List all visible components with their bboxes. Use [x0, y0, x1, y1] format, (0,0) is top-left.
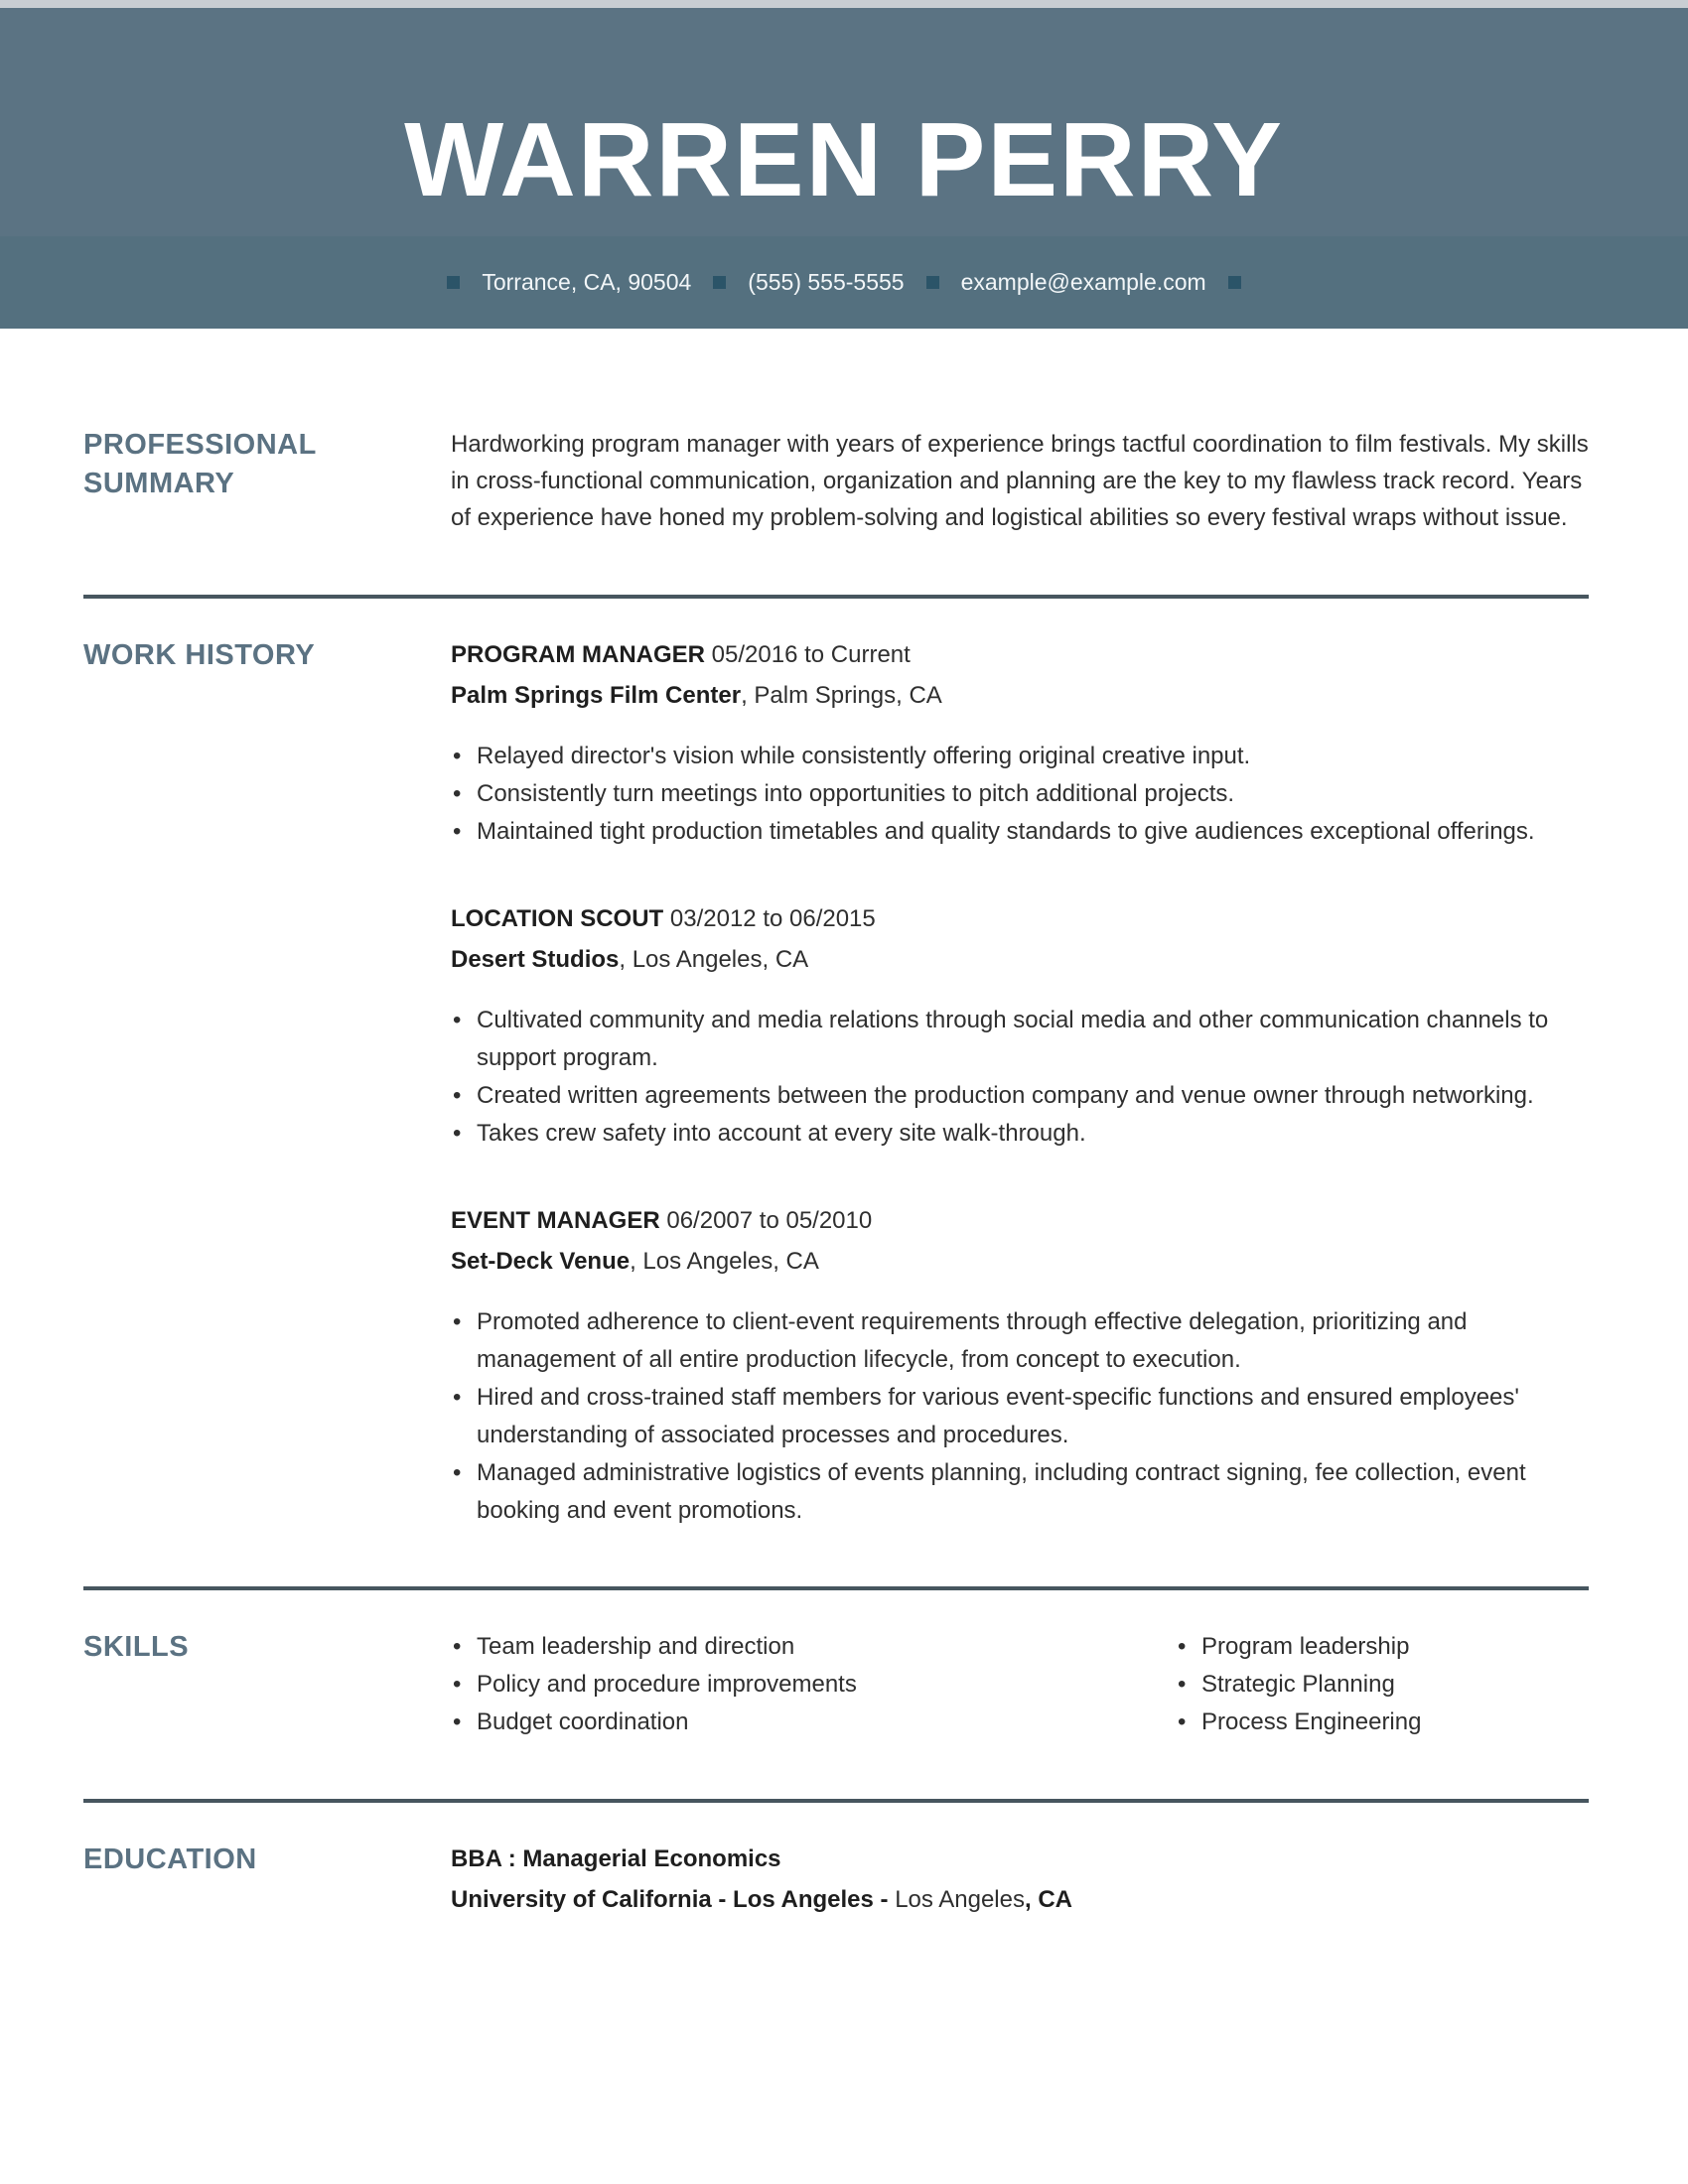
section-label-skills: SKILLS: [83, 1631, 190, 1664]
job-bullet: • Cultivated community and media relations through social media and other communication channels to support program.: [451, 1002, 1589, 1077]
summary-text: Hardworking program manager with years of experience brings tactful coordination to film festivals. My skills in cross-functional communication, organization and planning are the key to my flawless track record. Years of experience have honed my problem-solving and logistical abilities so every festival wraps without issue.: [451, 431, 1589, 532]
job-bullet: • Created written agreements between the production company and venue owner through networking.: [451, 1077, 1589, 1115]
job-bullet-list: [451, 1303, 1589, 1529]
contact-bar: [0, 236, 1688, 329]
job-dates: 05/2016 to Current: [711, 640, 911, 668]
job-bullet: • Hired and cross-trained staff members for various event-specific functions and ensured employees' understanding of associated processes and procedures.: [451, 1379, 1589, 1454]
square-bullet-icon: [713, 276, 726, 289]
section-skills: [83, 1628, 1589, 1741]
work-history-content: [451, 636, 1589, 1530]
job-entry: [451, 900, 1589, 1153]
job-bullet-list: [451, 1002, 1589, 1153]
education-content: [451, 1841, 1589, 1918]
education-school-line: [451, 1881, 1589, 1918]
section-label-work-history: WORK HISTORY: [83, 638, 316, 671]
job-location: , Palm Springs, CA: [741, 681, 942, 709]
square-bullet-icon: [926, 276, 939, 289]
skill-item: • Budget coordination: [451, 1704, 1176, 1741]
job-company: Set-Deck Venue: [451, 1247, 631, 1275]
section-work-history: [83, 636, 1589, 1530]
job-company-line: [451, 677, 1589, 714]
job-title-line: [451, 900, 1589, 937]
job-bullet-list: [451, 738, 1589, 851]
job-bullet: • Consistently turn meetings into opportunities to pitch additional projects.: [451, 775, 1589, 813]
name-band: [0, 8, 1688, 236]
job-bullet: • Managed administrative logistics of events planning, including contract signing, fee collection, event booking and event promotions.: [451, 1454, 1589, 1530]
education-school: University of California - Los Angeles -: [451, 1886, 889, 1914]
skill-item: • Policy and procedure improvements: [451, 1666, 1176, 1704]
skills-column-2: [1176, 1628, 1589, 1741]
top-strip: [0, 0, 1688, 8]
resume-body: [0, 329, 1688, 2184]
contact-email: example@example.com: [960, 269, 1206, 295]
section-label-education: EDUCATION: [83, 1843, 257, 1876]
section-education: [83, 1841, 1589, 1918]
job-title: LOCATION SCOUT: [451, 904, 664, 932]
job-company: Palm Springs Film Center: [451, 681, 742, 709]
job-bullet: • Takes crew safety into account at every site walk-through.: [451, 1115, 1589, 1153]
education-city: Los Angeles: [895, 1886, 1025, 1914]
section-label-summary: PROFESSIONAL SUMMARY: [83, 429, 317, 500]
skill-item: • Process Engineering: [1176, 1704, 1589, 1741]
section-divider: [83, 1799, 1589, 1803]
section-divider: [83, 1586, 1589, 1590]
skills-column-1: [451, 1628, 1176, 1741]
skill-item: • Team leadership and direction: [451, 1628, 1176, 1666]
job-dates: 03/2012 to 06/2015: [669, 904, 876, 932]
job-title-line: [451, 1202, 1589, 1239]
job-entry: [451, 636, 1589, 851]
education-state: , CA: [1024, 1886, 1072, 1914]
contact-phone: (555) 555-5555: [748, 269, 905, 295]
contact-location: Torrance, CA, 90504: [482, 269, 692, 295]
job-title: PROGRAM MANAGER: [451, 640, 705, 668]
job-bullet: • Maintained tight production timetables and quality standards to give audiences exceptional offerings.: [451, 813, 1589, 851]
square-bullet-icon: [447, 276, 460, 289]
section-professional-summary: [83, 426, 1589, 537]
header: [0, 8, 1688, 329]
section-divider: [83, 595, 1589, 599]
job-title: EVENT MANAGER: [451, 1206, 660, 1234]
job-title-line: [451, 636, 1589, 673]
job-company: Desert Studios: [451, 945, 620, 973]
job-location: , Los Angeles, CA: [630, 1247, 819, 1275]
job-location: , Los Angeles, CA: [619, 945, 809, 973]
candidate-name: WARREN PERRY: [404, 101, 1284, 218]
job-bullet: • Relayed director's vision while consistently offering original creative input.: [451, 738, 1589, 775]
skill-item: • Strategic Planning: [1176, 1666, 1589, 1704]
summary-content: [451, 426, 1589, 537]
square-bullet-icon: [1228, 276, 1241, 289]
skills-content: [451, 1628, 1589, 1741]
skill-item: • Program leadership: [1176, 1628, 1589, 1666]
education-degree: BBA : Managerial Economics: [451, 1845, 781, 1873]
job-bullet: • Promoted adherence to client-event requirements through effective delegation, prioritizing and management of all entire production lifecycle, from concept to execution.: [451, 1303, 1589, 1379]
job-company-line: [451, 941, 1589, 978]
job-company-line: [451, 1243, 1589, 1280]
job-entry: [451, 1202, 1589, 1530]
job-dates: 06/2007 to 05/2010: [666, 1206, 873, 1234]
